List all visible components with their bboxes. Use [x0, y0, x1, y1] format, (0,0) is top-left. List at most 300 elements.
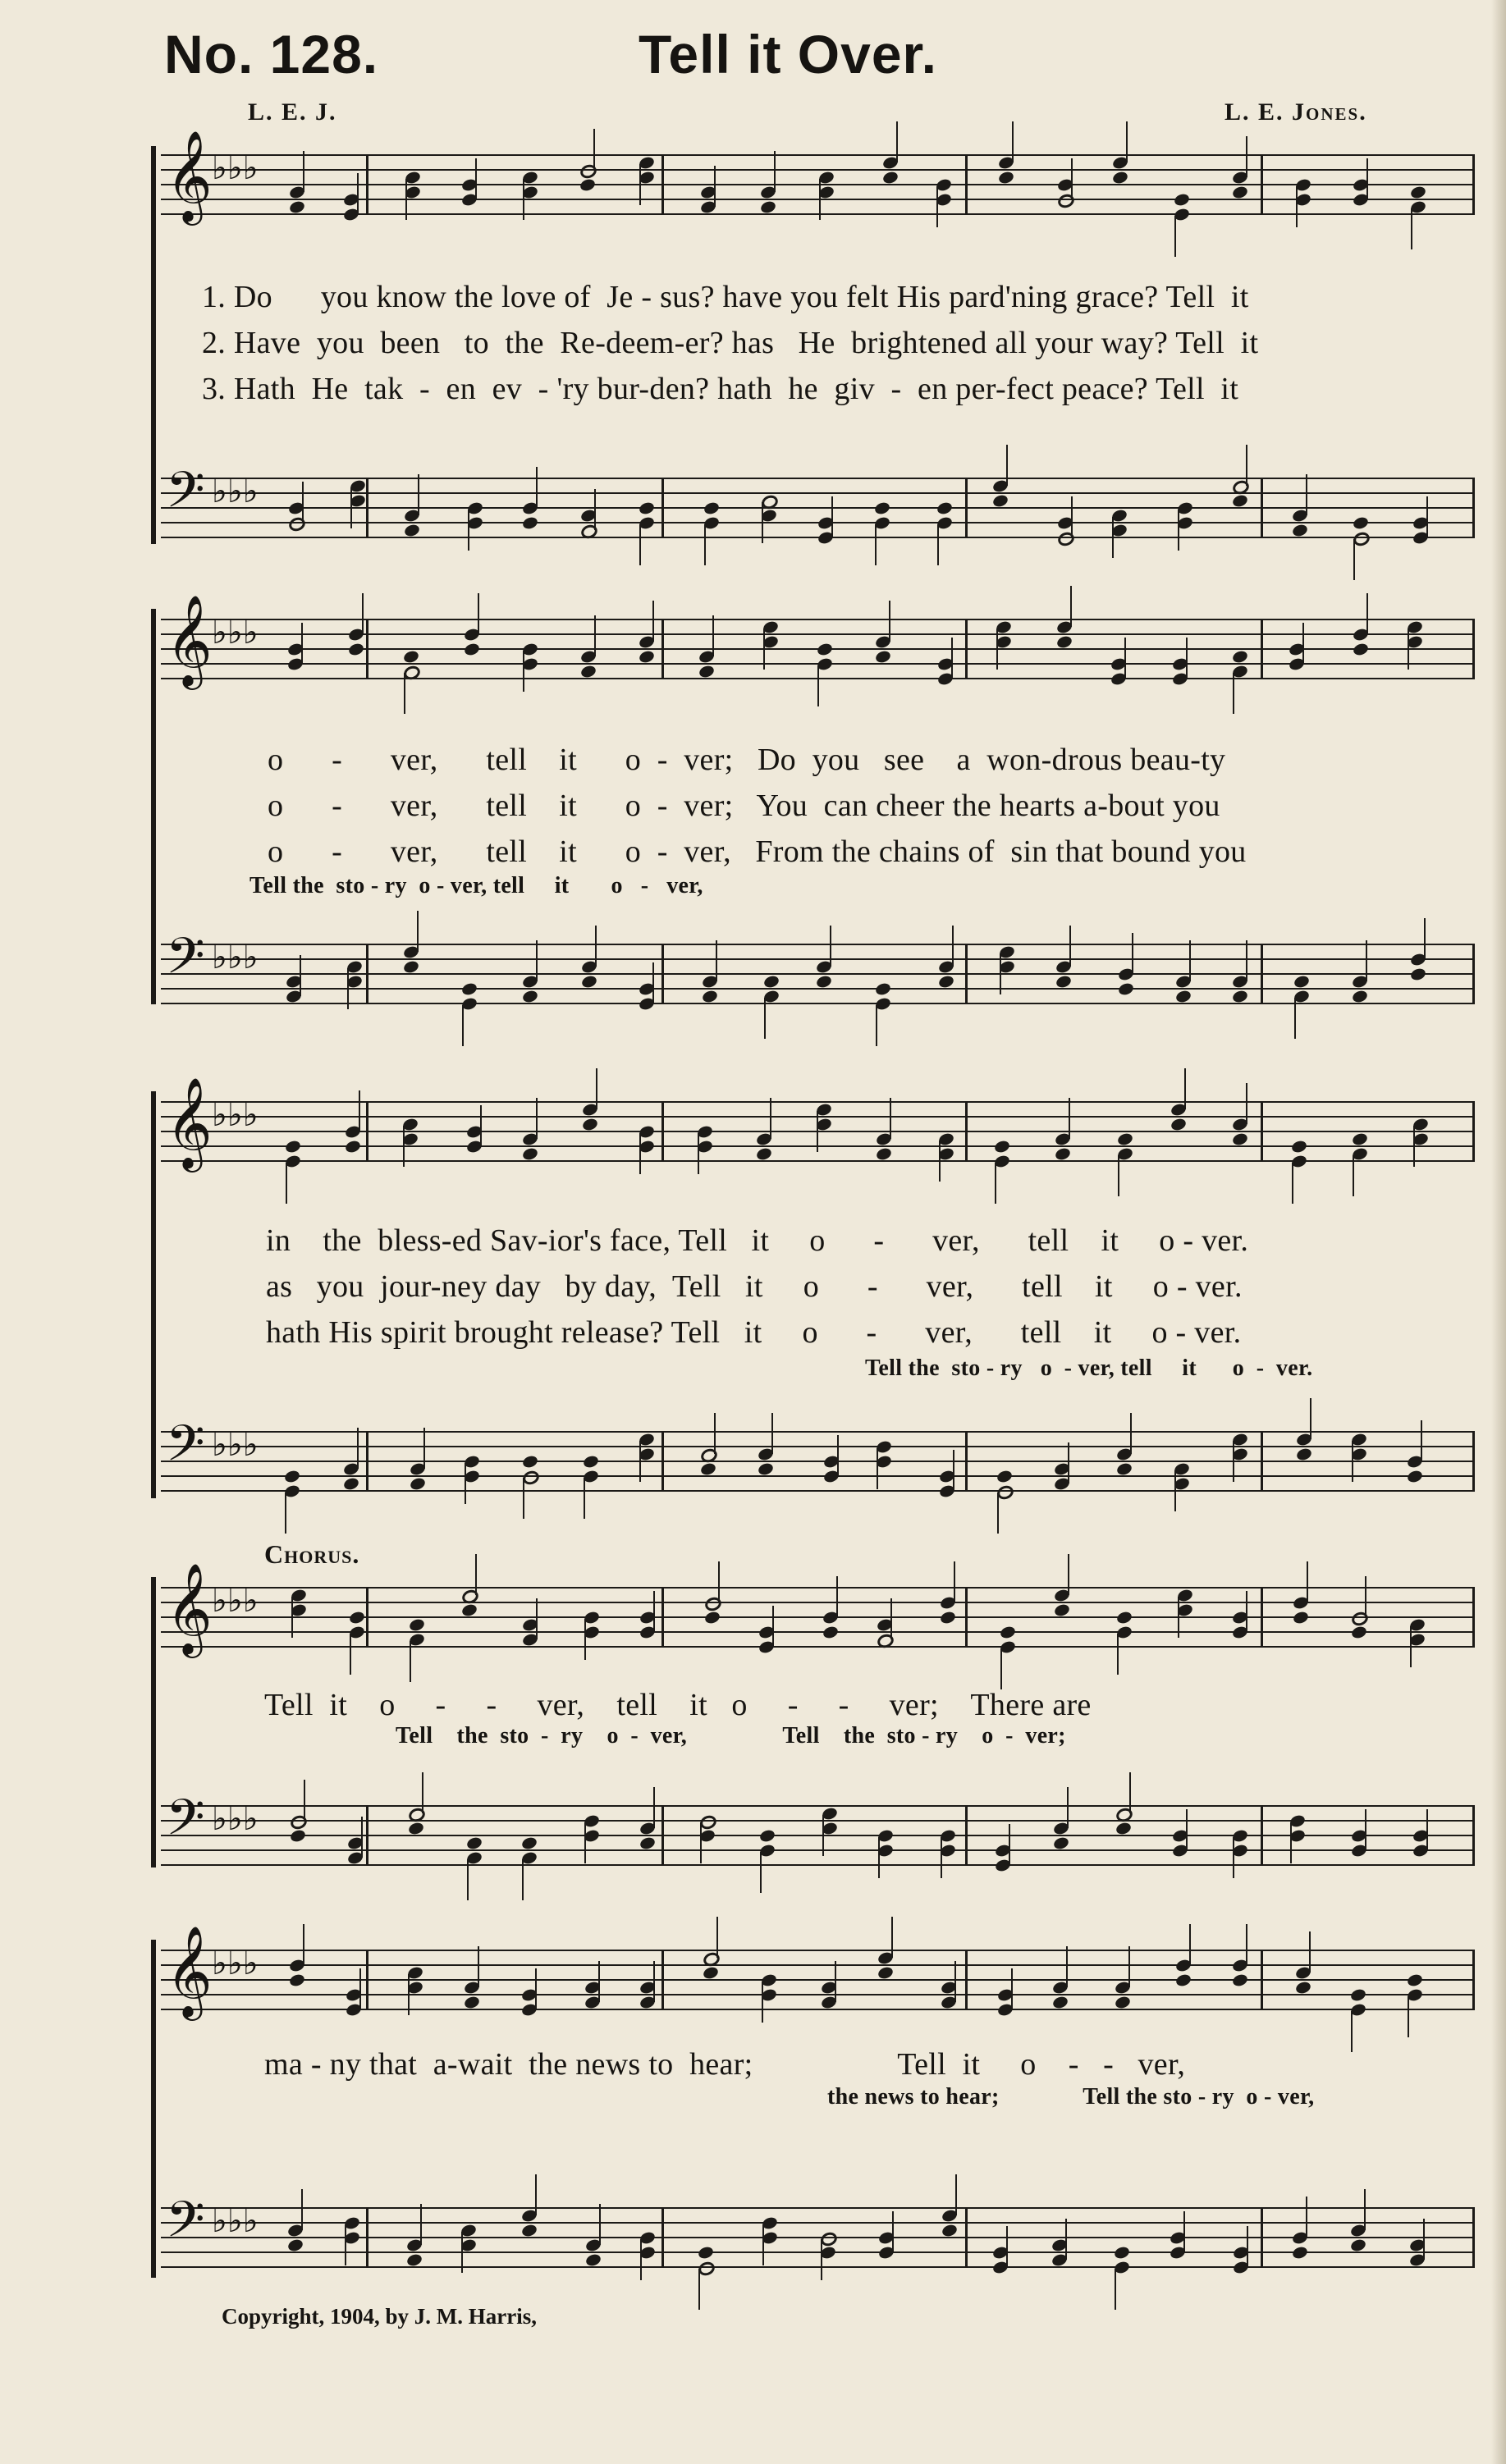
treble-staff	[161, 1925, 1474, 2017]
note-head	[579, 177, 596, 192]
note-head	[1113, 2245, 1130, 2260]
note-head	[941, 2223, 958, 2238]
note-stem	[892, 2211, 894, 2252]
note-stem	[1413, 1126, 1415, 1167]
note-stem	[417, 911, 419, 952]
barline	[965, 1950, 968, 2010]
note-stem	[1071, 158, 1073, 199]
note-stem	[1365, 1576, 1366, 1617]
music-system-4	[161, 1562, 1474, 1889]
note-stem	[1070, 586, 1072, 627]
note-head	[520, 2223, 538, 2238]
note-stem	[300, 955, 301, 996]
hymn-title: Tell it Over.	[639, 24, 937, 85]
note-stem	[350, 487, 352, 528]
note-stem	[1296, 186, 1298, 227]
system-brace	[151, 609, 156, 1004]
note-stem	[1233, 1837, 1234, 1878]
note-stem	[1426, 496, 1428, 537]
note-head	[1292, 1610, 1309, 1625]
note-head	[1231, 649, 1248, 664]
note-head	[584, 2252, 602, 2267]
note-head	[460, 1588, 480, 1606]
note-head	[349, 1610, 366, 1625]
note-head	[999, 1625, 1016, 1639]
note-stem	[1424, 918, 1426, 959]
note-head	[1406, 1973, 1423, 1987]
note-head	[408, 1617, 425, 1632]
music-system-5	[161, 1925, 1474, 2284]
note-stem	[1009, 1824, 1010, 1865]
note-stem	[1129, 1772, 1131, 1813]
note-stem	[1189, 940, 1191, 981]
note-stem	[410, 1641, 411, 1682]
lyricist-credit: L. E. J.	[248, 98, 337, 126]
treble-notes	[251, 1587, 1474, 1648]
note-stem	[1307, 1561, 1308, 1602]
note-head	[344, 1139, 361, 1154]
note-stem	[1174, 216, 1176, 257]
note-head	[1055, 1146, 1072, 1161]
note-head	[1406, 1469, 1423, 1483]
note-stem	[937, 524, 939, 565]
note-stem	[876, 1005, 877, 1046]
note-stem	[462, 1005, 464, 1046]
note-stem	[698, 2269, 700, 2310]
note-head	[1351, 989, 1368, 1003]
note-stem	[357, 1428, 359, 1469]
treble-clef-icon: 𝄞	[166, 1562, 213, 1654]
note-head	[1295, 1447, 1312, 1461]
note-stem	[1130, 1413, 1132, 1454]
barline	[965, 2207, 968, 2268]
note-stem	[996, 629, 998, 670]
note-stem	[303, 1924, 304, 1965]
note-head	[1231, 1131, 1248, 1146]
music-system-3	[161, 1077, 1474, 1518]
barline	[1472, 619, 1475, 679]
note-head	[1055, 974, 1072, 989]
note-stem	[420, 2204, 422, 2245]
note-head	[466, 1835, 483, 1850]
note-head	[284, 1139, 301, 1154]
note-head	[937, 974, 954, 989]
note-stem	[1423, 2219, 1425, 2260]
note-stem	[835, 1961, 836, 2002]
lyric-verse-2: o - ver, tell it o - ver; You can cheer the hearts a-bout you	[268, 789, 1220, 823]
note-stem	[465, 1463, 466, 1504]
note-stem	[995, 1163, 996, 1204]
barline	[1261, 1950, 1263, 2010]
note-head	[464, 642, 481, 656]
note-stem	[475, 1554, 477, 1595]
key-signature-icon: ♭♭♭	[212, 473, 259, 510]
bass-clef-icon: 𝄢	[166, 461, 205, 532]
note-head	[1115, 1610, 1133, 1625]
note-head	[936, 501, 953, 515]
note-stem	[951, 638, 953, 679]
note-stem	[1000, 1648, 1002, 1689]
note-stem	[819, 179, 821, 220]
barline	[1472, 1950, 1475, 2010]
note-stem	[1065, 2219, 1067, 2260]
note-head	[347, 642, 364, 656]
note-head	[521, 1835, 538, 1850]
note-stem	[1306, 2197, 1307, 2238]
note-stem	[817, 1111, 818, 1152]
barline	[1472, 154, 1475, 215]
treble-notes	[251, 1101, 1474, 1162]
barline	[965, 619, 968, 679]
note-head	[1350, 1625, 1367, 1639]
note-head	[287, 515, 307, 533]
barline	[965, 154, 968, 215]
note-stem	[1411, 208, 1412, 249]
note-head	[703, 1610, 721, 1625]
bass-clef-icon: 𝄢	[166, 927, 205, 998]
key-signature-icon: ♭♭♭	[212, 1945, 259, 1982]
note-head	[521, 989, 538, 1003]
note-head	[1293, 974, 1311, 989]
note-stem	[467, 1859, 469, 1900]
note-head	[1352, 642, 1369, 656]
note-stem	[698, 1133, 699, 1174]
note-stem	[763, 629, 765, 670]
note-head	[1291, 523, 1308, 537]
note-stem	[480, 1105, 482, 1146]
note-stem	[1353, 539, 1355, 580]
barline	[1472, 944, 1475, 1004]
note-stem	[1069, 1098, 1070, 1139]
note-head	[1053, 1602, 1070, 1617]
note-stem	[639, 1133, 641, 1174]
note-head	[1351, 1131, 1368, 1146]
barline	[366, 1587, 368, 1648]
note-stem	[468, 510, 469, 551]
barline	[1472, 1101, 1475, 1162]
note-stem	[1365, 1809, 1366, 1850]
note-head	[1231, 185, 1248, 199]
music-system-1	[161, 130, 1474, 556]
barline	[366, 1431, 368, 1492]
note-stem	[1068, 1554, 1069, 1595]
note-stem	[639, 524, 641, 565]
barline	[366, 478, 368, 538]
barline	[1261, 1101, 1263, 1162]
note-stem	[1246, 1591, 1247, 1632]
note-head	[875, 1146, 892, 1161]
note-stem	[1246, 1083, 1247, 1124]
note-head	[875, 981, 892, 996]
system-brace	[151, 1091, 156, 1498]
note-stem	[890, 1598, 892, 1639]
barline	[661, 2207, 664, 2268]
note-stem	[522, 1859, 524, 1900]
note-stem	[304, 1780, 305, 1821]
barline	[661, 154, 664, 215]
note-head	[409, 1476, 426, 1491]
note-stem	[301, 2189, 303, 2230]
key-signature-icon: ♭♭♭	[212, 2202, 259, 2240]
note-head	[1409, 967, 1426, 981]
note-stem	[523, 179, 524, 220]
note-stem	[536, 1098, 538, 1139]
note-head	[1051, 1995, 1069, 2009]
note-stem	[716, 940, 717, 981]
note-stem	[1247, 2226, 1248, 2267]
note-stem	[640, 2239, 642, 2280]
note-stem	[1290, 1822, 1292, 1863]
bass-staff	[161, 2191, 1474, 2266]
treble-notes	[251, 619, 1474, 679]
note-stem	[286, 1163, 287, 1204]
note-head	[757, 1461, 774, 1476]
note-stem	[584, 1478, 585, 1519]
note-stem	[1066, 1946, 1068, 1987]
barline	[366, 2207, 368, 2268]
barline	[965, 478, 968, 538]
note-stem	[762, 2224, 764, 2265]
note-stem	[875, 524, 877, 565]
barline	[1472, 2207, 1475, 2268]
note-stem	[361, 1817, 363, 1858]
note-stem	[955, 2174, 957, 2215]
barline	[661, 478, 664, 538]
bass-notes	[251, 1431, 1474, 1492]
note-stem	[653, 1591, 655, 1632]
note-stem	[1067, 1787, 1069, 1828]
note-head	[992, 493, 1009, 508]
note-stem	[817, 665, 819, 706]
bass-clef-icon: 𝄢	[166, 1789, 205, 1859]
note-stem	[941, 1837, 942, 1878]
barline	[661, 1805, 664, 1866]
note-stem	[1421, 1420, 1422, 1461]
barline	[965, 944, 968, 1004]
note-head	[289, 1813, 309, 1831]
title-row	[164, 23, 1444, 97]
note-head	[581, 974, 598, 989]
lyric-verse-3: 3. Hath He tak - en ev - 'ry bur-den? hath he giv - en per-fect peace? Tell it	[202, 372, 1239, 406]
note-head	[404, 523, 421, 537]
note-head	[289, 199, 306, 214]
barline	[1261, 2207, 1263, 2268]
note-head	[997, 170, 1014, 185]
bass-clef-icon: 𝄢	[166, 1415, 205, 1485]
note-head	[822, 1625, 839, 1639]
note-stem	[1115, 2269, 1116, 2310]
note-stem	[1353, 1155, 1354, 1196]
note-head	[1117, 1131, 1134, 1146]
note-stem	[1310, 1398, 1311, 1439]
echo-lyric: Tell the sto - ry o - ver, tell it o - ver,	[249, 873, 703, 898]
note-head	[1231, 989, 1248, 1003]
note-head	[1231, 478, 1251, 496]
note-stem	[1186, 1809, 1188, 1850]
note-stem	[1302, 623, 1304, 664]
note-head	[638, 501, 655, 515]
note-head	[463, 1995, 480, 2009]
barline	[366, 944, 368, 1004]
barline	[1261, 154, 1263, 215]
barline	[661, 1587, 664, 1648]
note-stem	[714, 1413, 716, 1454]
treble-notes	[251, 154, 1474, 215]
note-head	[817, 642, 834, 656]
note-head	[1052, 1835, 1069, 1850]
barline	[661, 944, 664, 1004]
note-stem	[939, 1141, 941, 1182]
note-stem	[1132, 933, 1133, 974]
note-stem	[1410, 1626, 1412, 1667]
note-stem	[772, 1606, 774, 1647]
note-stem	[584, 1619, 586, 1660]
page-edge-shadow	[1491, 0, 1506, 2464]
note-head	[1115, 1821, 1132, 1835]
note-stem	[890, 1098, 891, 1139]
note-stem	[478, 1946, 479, 1987]
note-stem	[598, 1961, 600, 2002]
note-stem	[1366, 158, 1368, 199]
note-head	[579, 523, 599, 541]
note-head	[1114, 1806, 1133, 1824]
note-head	[402, 959, 419, 974]
note-stem	[1068, 1442, 1069, 1483]
barline	[1261, 619, 1263, 679]
bass-staff	[161, 927, 1474, 1003]
note-stem	[1006, 2226, 1008, 2267]
note-head	[877, 1965, 894, 1980]
barline	[965, 1431, 968, 1492]
bass-staff	[161, 1789, 1474, 1864]
bass-notes	[251, 944, 1474, 1004]
note-head	[579, 162, 598, 181]
note-stem	[837, 1435, 839, 1476]
note-stem	[1366, 593, 1368, 634]
note-stem	[762, 502, 763, 543]
note-stem	[1112, 517, 1114, 558]
barline	[1472, 1431, 1475, 1492]
note-head	[582, 1454, 599, 1469]
note-stem	[1233, 1441, 1234, 1482]
note-head	[996, 1469, 1014, 1483]
note-stem	[584, 1822, 586, 1863]
note-stem	[821, 2239, 822, 2280]
note-head	[342, 1476, 359, 1491]
note-head	[876, 1632, 895, 1650]
note-stem	[301, 623, 303, 664]
note-head	[703, 501, 720, 515]
note-head	[1294, 1980, 1311, 1995]
note-head	[283, 1469, 300, 1483]
note-head	[939, 1610, 956, 1625]
note-stem	[997, 1493, 999, 1534]
note-stem	[303, 151, 304, 192]
barline	[1261, 944, 1263, 1004]
note-stem	[1246, 136, 1247, 177]
note-stem	[593, 129, 595, 170]
note-stem	[357, 173, 359, 214]
note-stem	[1174, 1470, 1176, 1511]
note-stem	[1294, 998, 1296, 1039]
barline	[1472, 478, 1475, 538]
treble-staff	[161, 1077, 1474, 1168]
barline	[366, 154, 368, 215]
barline	[1472, 1805, 1475, 1866]
note-head	[697, 2245, 714, 2260]
note-head	[407, 1821, 424, 1835]
note-head	[702, 989, 719, 1003]
barline	[366, 1101, 368, 1162]
note-head	[881, 170, 899, 185]
system-brace	[151, 146, 156, 544]
note-stem	[1124, 638, 1126, 679]
key-signature-icon: ♭♭♭	[212, 939, 259, 976]
note-stem	[594, 615, 596, 656]
bass-staff	[161, 461, 1474, 537]
note-head	[703, 1595, 722, 1613]
bass-notes	[251, 478, 1474, 538]
note-stem	[822, 1815, 824, 1856]
note-head	[1174, 1973, 1192, 1987]
barline	[661, 1431, 664, 1492]
note-head	[1349, 2238, 1366, 2252]
note-stem	[285, 1493, 286, 1534]
treble-staff	[161, 594, 1474, 686]
note-head	[1350, 1610, 1370, 1628]
note-stem	[878, 1837, 880, 1878]
bass-notes	[251, 2207, 1474, 2268]
lyric-verse-1: 1. Do you know the love of Je - sus? have you felt His pard'ning grace? Tell it	[202, 280, 1249, 314]
note-head	[1116, 1461, 1133, 1476]
chorus-lyric: Tell it o - - ver, tell it o - - ver; There are	[264, 1688, 1092, 1722]
note-stem	[1246, 445, 1247, 486]
note-stem	[536, 1598, 538, 1639]
note-stem	[774, 151, 776, 192]
note-head	[1352, 515, 1369, 530]
barline	[965, 1587, 968, 1648]
note-head	[460, 981, 478, 996]
note-stem	[535, 1968, 537, 2009]
note-stem	[536, 940, 538, 981]
lyric-verse-2: 2. Have you been to the Re-deem-er? has He brightened all your way? Tell it	[202, 326, 1259, 360]
note-stem	[718, 1561, 720, 1602]
note-head	[403, 649, 420, 664]
note-stem	[1183, 2211, 1185, 2252]
note-stem	[1352, 1441, 1353, 1482]
note-head	[581, 1117, 598, 1131]
note-stem	[359, 1968, 361, 2009]
note-stem	[1178, 1597, 1179, 1638]
treble-clef-icon: 𝄞	[166, 1077, 213, 1168]
note-stem	[936, 186, 938, 227]
note-stem	[422, 1772, 423, 1813]
barline	[965, 1101, 968, 1162]
note-stem	[475, 158, 477, 199]
note-stem	[1071, 496, 1073, 537]
note-head	[1174, 989, 1192, 1003]
echo-lyric: Tell the sto - ry o - ver, Tell the sto - ry o - ver;	[396, 1723, 1066, 1749]
note-stem	[1364, 2189, 1366, 2230]
note-stem	[653, 1961, 655, 2002]
note-head	[1118, 981, 1135, 996]
note-stem	[954, 1561, 955, 1602]
note-stem	[760, 1852, 762, 1893]
barline	[661, 1101, 664, 1162]
note-head	[521, 1146, 538, 1161]
note-head	[406, 2252, 423, 2267]
note-stem	[714, 166, 716, 207]
